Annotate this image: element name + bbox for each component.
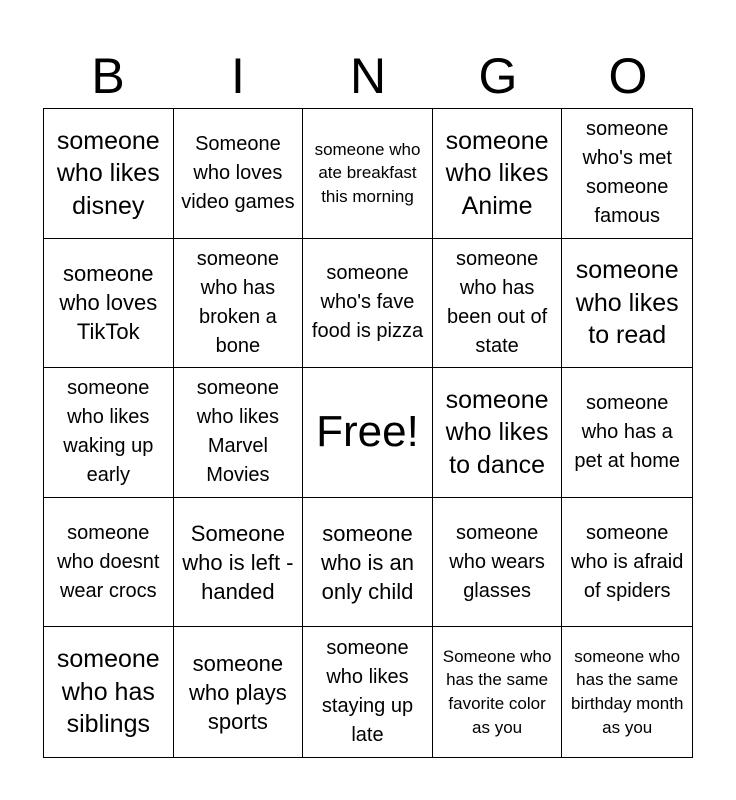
cell-text: someone who's fave food is pizza xyxy=(311,262,424,343)
bingo-cell-r5-c2[interactable] xyxy=(174,627,304,757)
cell-text: someone who has broken a bone xyxy=(196,247,280,357)
cell-text: someone who has a pet at home xyxy=(574,391,680,472)
header-letter-b: B xyxy=(91,48,125,104)
bingo-cell-r3-c1[interactable] xyxy=(44,368,174,498)
cell-text: someone who has siblings xyxy=(56,645,160,739)
bingo-cell-r2-c2[interactable] xyxy=(174,239,304,369)
bingo-grid xyxy=(43,108,693,758)
bingo-cell-r2-c5[interactable] xyxy=(562,239,692,369)
bingo-cell-r3-c4[interactable] xyxy=(433,368,563,498)
cell-text: someone who likes to read xyxy=(575,256,679,350)
bingo-cell-r5-c4[interactable] xyxy=(433,627,563,757)
cell-text: someone who likes staying up late xyxy=(321,637,414,747)
header-letter-g: G xyxy=(478,48,518,104)
bingo-cell-r5-c3[interactable] xyxy=(303,627,433,757)
cell-text: someone who is afraid of spiders xyxy=(571,521,684,602)
cell-text: someone who's met someone famous xyxy=(582,118,672,228)
bingo-cell-r2-c4[interactable] xyxy=(433,239,563,369)
cell-text: someone who is an only child xyxy=(321,520,414,604)
cell-text: someone who doesnt wear crocs xyxy=(57,521,160,602)
bingo-cell-free-space[interactable] xyxy=(303,368,433,498)
bingo-cell-r3-c2[interactable] xyxy=(174,368,304,498)
cell-text: someone who has been out of state xyxy=(447,247,548,357)
bingo-cell-r1-c1[interactable] xyxy=(44,109,174,239)
header-letter-o: O xyxy=(608,48,648,104)
cell-text: someone who likes disney xyxy=(56,126,160,220)
cell-text: someone who loves TikTok xyxy=(59,261,158,345)
cell-text: someone who wears glasses xyxy=(449,521,545,602)
bingo-cell-r2-c3[interactable] xyxy=(303,239,433,369)
header-letter-n: N xyxy=(349,48,387,104)
cell-text: someone who plays sports xyxy=(188,650,287,734)
bingo-cell-r5-c1[interactable] xyxy=(44,627,174,757)
cell-text: Someone who has the same favorite color as you xyxy=(442,646,552,737)
bingo-cell-r4-c5[interactable] xyxy=(562,498,692,628)
bingo-cell-r1-c4[interactable] xyxy=(433,109,563,239)
bingo-cell-r3-c5[interactable] xyxy=(562,368,692,498)
cell-text: someone who likes Marvel Movies xyxy=(196,377,280,487)
bingo-cell-r4-c1[interactable] xyxy=(44,498,174,628)
bingo-cell-r1-c2[interactable] xyxy=(174,109,304,239)
bingo-cell-r2-c1[interactable] xyxy=(44,239,174,369)
bingo-header xyxy=(43,44,693,108)
cell-text: Free! xyxy=(316,407,419,457)
bingo-cell-r5-c5[interactable] xyxy=(562,627,692,757)
cell-text: Someone who is left -handed xyxy=(182,520,294,604)
bingo-cell-r4-c3[interactable] xyxy=(303,498,433,628)
bingo-cell-r4-c4[interactable] xyxy=(433,498,563,628)
bingo-cell-r4-c2[interactable] xyxy=(174,498,304,628)
header-letter-i: I xyxy=(231,48,245,104)
cell-text: someone who likes Anime xyxy=(445,126,549,220)
cell-text: someone who ate breakfast this morning xyxy=(314,139,421,207)
cell-text: Someone who loves video games xyxy=(181,132,295,213)
bingo-cell-r1-c3[interactable] xyxy=(303,109,433,239)
cell-text: someone who likes waking up early xyxy=(63,377,154,487)
cell-text: someone who has the same birthday month as you xyxy=(570,646,684,737)
bingo-cell-r1-c5[interactable] xyxy=(562,109,692,239)
cell-text: someone who likes to dance xyxy=(445,385,549,479)
